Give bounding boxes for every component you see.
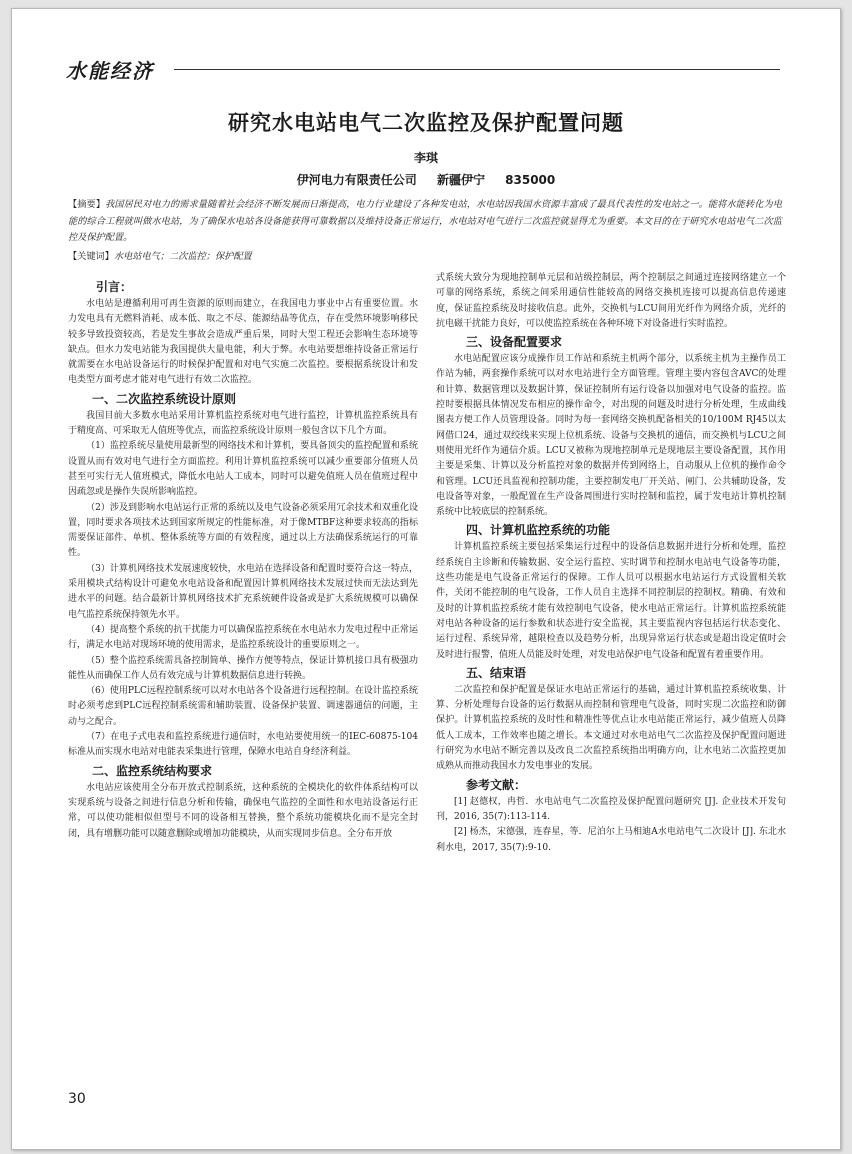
paragraph: 水电站是遵循利用可再生资源的原则而建立，在我国电力事业中占有重要位置。水力发电具有无燃料消耗、成本低、取之不尽、能源结晶等优点，存在受然环境影响移民较多导致投资较高，若是发生事故会造成严重后果，同时大型工程还会影响生态环境等缺点。但水力发电站能为我国提供大量电能，利大于弊。水电站要想维持设备正常运行就需要在水电站设备运行的时候保护配置和对电气实施二次监控。要根据系统设计和发电类型方面考虑才能对电气进行有效二次监控。: [68, 299, 418, 386]
section-heading: 一、二次监控系统设计原则: [92, 391, 237, 406]
journal-page: [11, 8, 841, 1150]
paragraph: （6）使用PLC远程控制系统可以对水电站各个设备进行远程控制。在设计监控系统时必须考虑到PLC远程控制系统需和辅助装置、设备保护装置、调速器通信的问题，主动与之配合。: [68, 686, 418, 727]
right-column: [436, 271, 786, 856]
paragraph: 水电站配置应该分成操作员工作站和系统主机两个部分，以系统主机为主操作员工作站为辅，两套操作系统可以对水电站进行全方面管理。管理主要内容包含AVC的处理和计算、数据管理以及数据计算，保证控制所有运行设备以加强对电气设备的监控。监控时要根据具体情况发布相应的操作命令，对出现的问题及时进行分析处理，生成曲线图表方便工作人员管理设备。同时为每一套网络交换机配备相关的10/100M RJ45以太网借口24，通过双绞线来实现上位机系统、设备与交换机的通信，而交换机与LCU之间则使用光纤作为通信介质。LCU又被称为现地控制单元是现地层主要设备配置，其作用主要是采集、计算以及分析监控对象的数据并传到网络上，自动服从上位机的操作命令和管理。LCU还具监视和控制功能，主要控制发电厂开关站、闸门、公共辅助设备，发电设备等对象，一般配置在生产设备周围进行实时控制和监控，属于发电站计算机控制系统中比较底层的控制系统。: [436, 354, 786, 518]
affiliation-place: 新疆伊宁: [436, 173, 485, 187]
paragraph: （7）在电子式电表和监控系统进行通信时，水电站要使用统一的IEC-60875-104标准从而实现水电站对电能表采集进行管理，保障水电站自身经济利益。: [68, 732, 418, 758]
paragraph: （3）计算机网络技术发展速度较快，水电站在选择设备和配置时要符合这一特点，采用模块式结构设计可避免水电站设备和配置因计算机网络技术发展过快而无法达到先进水平的问题。结合最新计算机网络技术扩充系统硬件设备或是扩大系统规模可以确保电气监控系统保持领先水平。: [68, 563, 418, 620]
paragraph: （1）监控系统尽量使用最新型的网络技术和计算机，要具备顶尖的监控配置和系统设置从而有效对电气进行全方面监控。利用计算机监控系统可以减少重要部分值班人员甚至可实行无人值班模式，降低水电站人工成本，同时可以避免值班人员在值班过程中因疏忽或是操作失误所影响监控。: [68, 441, 418, 498]
journal-name: 水能经济: [66, 59, 154, 83]
abstract-text: 我国居民对电力的需求量随着社会经济不断发展而日渐提高，电力行业建设了各种发电站，水电站因我国水资源丰富成了最具代表性的发电站之一。能将水能转化为电能的综合工程就叫做水电站，为了确保水电站各设备能获得可靠数据以及维持设备正常运行，水电站对电气进行二次监控就显得尤为重要。本文目的在于研究水电站电气二次监控及保护配置。: [68, 199, 783, 243]
reference-item: [1] 赵德权，冉哲．水电站电气二次监控及保护配置问题研究 [J]. 企业技术开发旬刊，2016, 35(7):113-114.: [436, 796, 786, 822]
reference-item: [2] 杨杰，宋德强，连春星，等．尼泊尔上马相迪A水电站电气二次设计 [J]. 东北水利水电，2017, 35(7):9-10.: [436, 827, 786, 853]
affiliation: [12, 171, 840, 188]
header-rule: [174, 69, 780, 70]
paragraph: 水电站应该使用全分布开放式控制系统，这种系统的全模块化的软件体系结构可以实现系统与设备之间进行信息分析和传输，确保电气监控的全面性和水电站设备运行正常，可以使功能相似但型号不同的设备相互替换，整个系统功能模块化而不是完全封闭，具有增删功能可以随意删除或增加功能模块，从而实现同步信息。全分布开放: [68, 782, 418, 839]
affiliation-org: 伊河电力有限责任公司: [296, 173, 417, 187]
section-heading: 参考文献：: [466, 777, 527, 792]
abstract: [68, 197, 782, 247]
paragraph: 计算机监控系统主要包括采集运行过程中的设备信息数据并进行分析和处理，监控经系统自主诊断和传输数据、安全运行监控、实时调节和控制水电站电气设备等功能，这些功能是电气设备正常运行的保障。工作人员可以根据水电站运行方式设置相关软件，关闭不能控制的电气设备，工作人员自主选择不同控制层的控制权。精确、有效和及时的计算机监控系统才能有效控制电气设备，使水电站正常运行。计算机监控系统能对电站各种设备的运行参数和状态进行安全监视，其主要监视内容包括运行状态变化、运行过程、系统异常，越限检查以及趋势分析，出现异常运行状态或是超出设定值时会及时进行报警，值班人员能及时处理，对发电站保护电气设备和配置有着重要作用。: [436, 542, 786, 660]
section-heading: 三、设备配置要求: [466, 335, 563, 350]
section-heading: 五、结束语: [466, 665, 527, 680]
page-number: 30: [68, 1091, 86, 1107]
section-heading: 引言：: [96, 280, 133, 294]
paragraph: （2）涉及到影响水电站运行正常的系统以及电气设备必须采用冗余技术和双重化设置，同时要求各项技术达到国家所规定的性能标准，对于像MTBF这种要求较高的指标需要保证部件、单机、整体系统等方面的有效程度，通过以上方法确保系统运行的可靠性。: [68, 502, 418, 559]
keywords: [68, 249, 782, 265]
article-title: 研究水电站电气二次监控及保护配置问题: [228, 111, 624, 135]
paragraph: 我国目前大多数水电站采用计算机监控系统对电气进行监控，计算机监控系统具有于精度高、可采取无人值班等优点，而监控系统设计原则一般包含以下几个方面。: [68, 410, 418, 437]
left-column: [68, 277, 418, 842]
section-heading: 四、计算机监控系统的功能: [466, 523, 611, 538]
paragraph: （4）提高整个系统的抗干扰能力可以确保监控系统在水电站水力发电过程中正常运行，满足水电站对现场环境的使用需求，是监控系统设计的重要原则之一。: [68, 624, 418, 651]
keywords-text: 水电站电气；二次监控；保护配置: [113, 251, 252, 262]
author-name: 李琪: [413, 151, 438, 165]
keywords-label: 【关键词】: [68, 251, 114, 262]
affiliation-zip: 835000: [505, 173, 556, 187]
abstract-label: 【摘要】: [68, 199, 106, 210]
paragraph-continued: 式系统大致分为现地控制单元层和站级控制层，两个控制层之间通过连接网络建立一个可靠的网络系统，系统之间采用通信性能较高的网络交换机连接可以提高信息传递速度，保证监控系统及时接收信息。此外，交换机与LCU间用光纤作为网络介质，光纤的抗电磁干扰能力良好，可以使监控系统在各种环境下对设备进行实时监控。: [436, 273, 786, 329]
paragraph: 二次监控和保护配置是保证水电站正常运行的基础，通过计算机监控系统收集、计算、分析处理每台设备的运行数据从而控制和管理电气设备，同时实现二次监控和防御保护。计算机监控系统的及时性和精准性等优点让水电站能正常运行，减少值班人员降低人工成本，工作效率也随之增长。本文通过对水电站电气二次监控及保护配置问题进行研究为水电站不断完善以及改良二次监控系统指出明确方向，让水电站二次监控更加成熟从而推动我国水力发电事业的发展。: [436, 684, 786, 772]
section-heading: 二、监控系统结构要求: [92, 763, 213, 778]
paragraph: （5）整个监控系统需具备控制简单、操作方便等特点，保证计算机接口具有极强功能性从而确保工作人员有效完成与计算机数据信息进行转换。: [68, 655, 418, 681]
